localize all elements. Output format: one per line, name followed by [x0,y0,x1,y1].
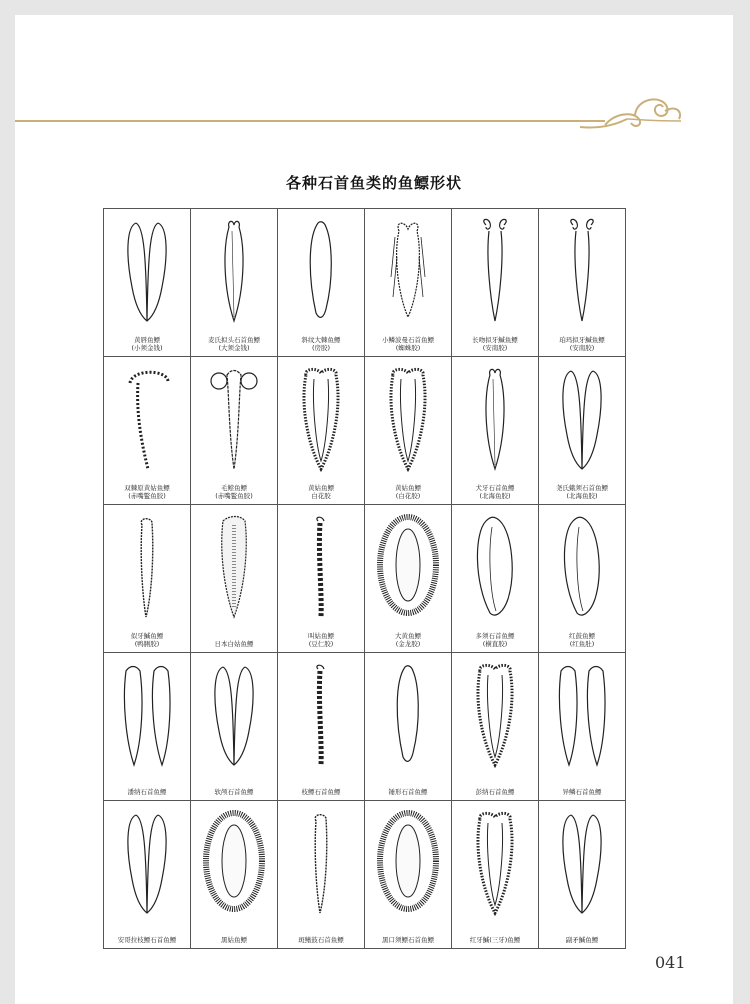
bladder-trade-name: (红鱼肚) [569,640,595,648]
swim-bladder-drawing [199,809,269,919]
bladder-cell [191,801,278,949]
bladder-name: 长吻拟牙鰔鱼鳔 [472,336,518,344]
swim-bladder-drawing [547,661,617,771]
bladder-cell [539,801,626,949]
bladder-cell [278,505,365,653]
bladder-trade-name: (北海鱼胶) [566,492,598,500]
bladder-caption [278,632,364,648]
swim-bladder-drawing [373,513,443,623]
bladder-name: 日本白姑鱼鳔 [214,640,254,648]
swim-bladder-drawing [199,365,269,475]
bladder-name: 斑鳍鼓石首鱼鳔 [298,936,344,944]
swim-bladder-drawing [112,661,182,771]
bladder-caption [191,936,277,944]
swim-bladder-drawing [547,809,617,919]
bladder-caption [539,632,625,648]
bladder-cell [191,357,278,505]
bladder-cell [452,357,539,505]
swim-bladder-drawing [460,661,530,771]
bladder-caption [365,632,451,648]
page-title: 各种石首鱼类的鱼鳔形状 [285,174,462,192]
bladder-caption [539,484,625,500]
bladder-caption [278,788,364,796]
swim-bladder-drawing [460,217,530,327]
swim-bladder-drawing [286,365,356,475]
swim-bladder-drawing [547,513,617,623]
bladder-caption [539,936,625,944]
bladder-caption [191,640,277,648]
bladder-name: 黄唇鱼鳔 [134,336,160,344]
bladder-name: 异鳞石首鱼鳔 [562,788,602,796]
header-rule [15,120,605,122]
bladder-name: 斜纹大棘鱼鳔 [301,336,341,344]
bladder-caption [278,936,364,944]
bladder-cell [278,801,365,949]
bladder-trade-name: (横直胶) [482,640,508,648]
bladder-cell [452,653,539,801]
bladder-caption [539,336,625,352]
swim-bladder-drawing [112,513,182,623]
bladder-cell [104,653,191,801]
bladder-name: 黑口须鳔石首鱼鳔 [382,936,434,944]
bladder-trade-name: (房胶) [311,344,331,352]
bladder-name: 双棘原黄姑鱼鳔 [124,484,170,492]
bladder-cell [104,209,191,357]
swim-bladder-drawing [460,513,530,623]
bladder-name: 尧氏蛾须石首鱼鳔 [556,484,608,492]
swim-bladder-drawing [547,365,617,475]
bladder-name: 彭纳石首鱼鳔 [475,788,515,796]
swim-bladder-table [103,208,626,949]
bladder-cell [191,653,278,801]
bladder-name: 似牙鰔鱼鳔 [130,632,164,640]
bladder-name: 安哥拉枝鳔石首鱼鳔 [117,936,177,944]
bladder-caption [104,484,190,500]
bladder-caption [365,936,451,944]
swim-bladder-drawing [286,217,356,327]
bladder-name: 黄姑鱼鳔 [395,484,421,492]
bladder-trade-name: (赤嘴鳘鱼胶) [128,492,166,500]
bladder-caption [365,788,451,796]
bladder-name: 锤形石首鱼鳔 [388,788,428,796]
bladder-trade-name: (蜘蛛胶) [395,344,421,352]
swim-bladder-drawing [112,809,182,919]
book-page [15,15,733,1004]
bladder-caption [104,788,190,796]
bladder-name: 犬牙石首鱼鳔 [475,484,515,492]
bladder-trade-name: (安南胶) [482,344,508,352]
swim-bladder-drawing [112,217,182,327]
swim-bladder-drawing [286,809,356,919]
bladder-name: 副矛鰔鱼鳔 [565,936,599,944]
swim-bladder-drawing [199,661,269,771]
bladder-caption [365,336,451,352]
bladder-caption [104,936,190,944]
bladder-trade-name: 白花胶 [311,492,331,500]
bladder-cell [365,357,452,505]
bladder-caption [191,336,277,352]
bladder-name: 大黄鱼鳔 [395,632,421,640]
swim-bladder-drawing [460,809,530,919]
bladder-name: 珀玛拟牙鰔鱼鳔 [559,336,605,344]
bladder-caption [278,484,364,500]
swim-bladder-drawing [286,513,356,623]
swim-bladder-drawing [286,661,356,771]
bladder-cell [104,801,191,949]
bladder-cell [452,209,539,357]
bladder-cell [104,357,191,505]
bladder-caption [104,336,190,352]
bladder-trade-name: (白花胶) [395,492,421,500]
swim-bladder-drawing [112,365,182,475]
cloud-ornament-icon [575,85,685,135]
bladder-cell [278,357,365,505]
swim-bladder-drawing [373,809,443,919]
bladder-cell [278,209,365,357]
page-number: 041 [655,953,686,972]
bladder-cell [365,209,452,357]
swim-bladder-drawing [373,217,443,327]
bladder-cell [104,505,191,653]
bladder-caption [452,632,538,648]
swim-bladder-drawing [373,661,443,771]
bladder-cell [365,801,452,949]
bladder-name: 红牙鰔(三牙)鱼鳔 [469,936,521,944]
bladder-cell [452,801,539,949]
bladder-name: 软颅石首鱼鳔 [214,788,254,796]
swim-bladder-drawing [373,365,443,475]
bladder-caption [365,484,451,500]
bladder-name: 毛鲿鱼鳔 [221,484,247,492]
bladder-caption [191,788,277,796]
bladder-cell [539,209,626,357]
bladder-name: 叫姑鱼鳔 [308,632,334,640]
bladder-name: 小鳞波曼石首鱼鳔 [382,336,434,344]
bladder-name: 红鼓鱼鳔 [569,632,595,640]
bladder-cell [539,653,626,801]
bladder-trade-name: (北海鱼胶) [479,492,511,500]
bladder-caption [278,336,364,352]
bladder-cell [191,505,278,653]
bladder-cell [365,653,452,801]
bladder-caption [539,788,625,796]
bladder-name: 黑姑鱼鳔 [221,936,247,944]
bladder-cell [539,505,626,653]
bladder-caption [452,336,538,352]
bladder-caption [104,632,190,648]
bladder-cell [365,505,452,653]
bladder-trade-name: (赤嘴鳘鱼胶) [215,492,253,500]
swim-bladder-drawing [199,217,269,327]
bladder-caption [452,788,538,796]
swim-bladder-drawing [460,365,530,475]
bladder-name: 潘纳石首鱼鳔 [127,788,167,796]
bladder-trade-name: (小须金钱) [131,344,163,352]
bladder-cell [191,209,278,357]
swim-bladder-drawing [547,217,617,327]
bladder-trade-name: (鸭脷胶) [134,640,160,648]
bladder-cell [539,357,626,505]
bladder-caption [452,484,538,500]
bladder-cell [452,505,539,653]
bladder-caption [452,936,538,944]
bladder-trade-name: (大须金钱) [218,344,250,352]
bladder-name: 麦氏拟头石首鱼鳔 [208,336,260,344]
bladder-name: 多须石首鱼鳔 [475,632,515,640]
bladder-cell [278,653,365,801]
bladder-trade-name: (安南胶) [569,344,595,352]
bladder-name: 枝鳔石首鱼鳔 [301,788,341,796]
bladder-caption [191,484,277,500]
bladder-name: 黄姑鱼鳔 [308,484,334,492]
bladder-trade-name: (金龙胶) [395,640,421,648]
bladder-trade-name: (豆仁胶) [308,640,334,648]
swim-bladder-drawing [199,513,269,623]
